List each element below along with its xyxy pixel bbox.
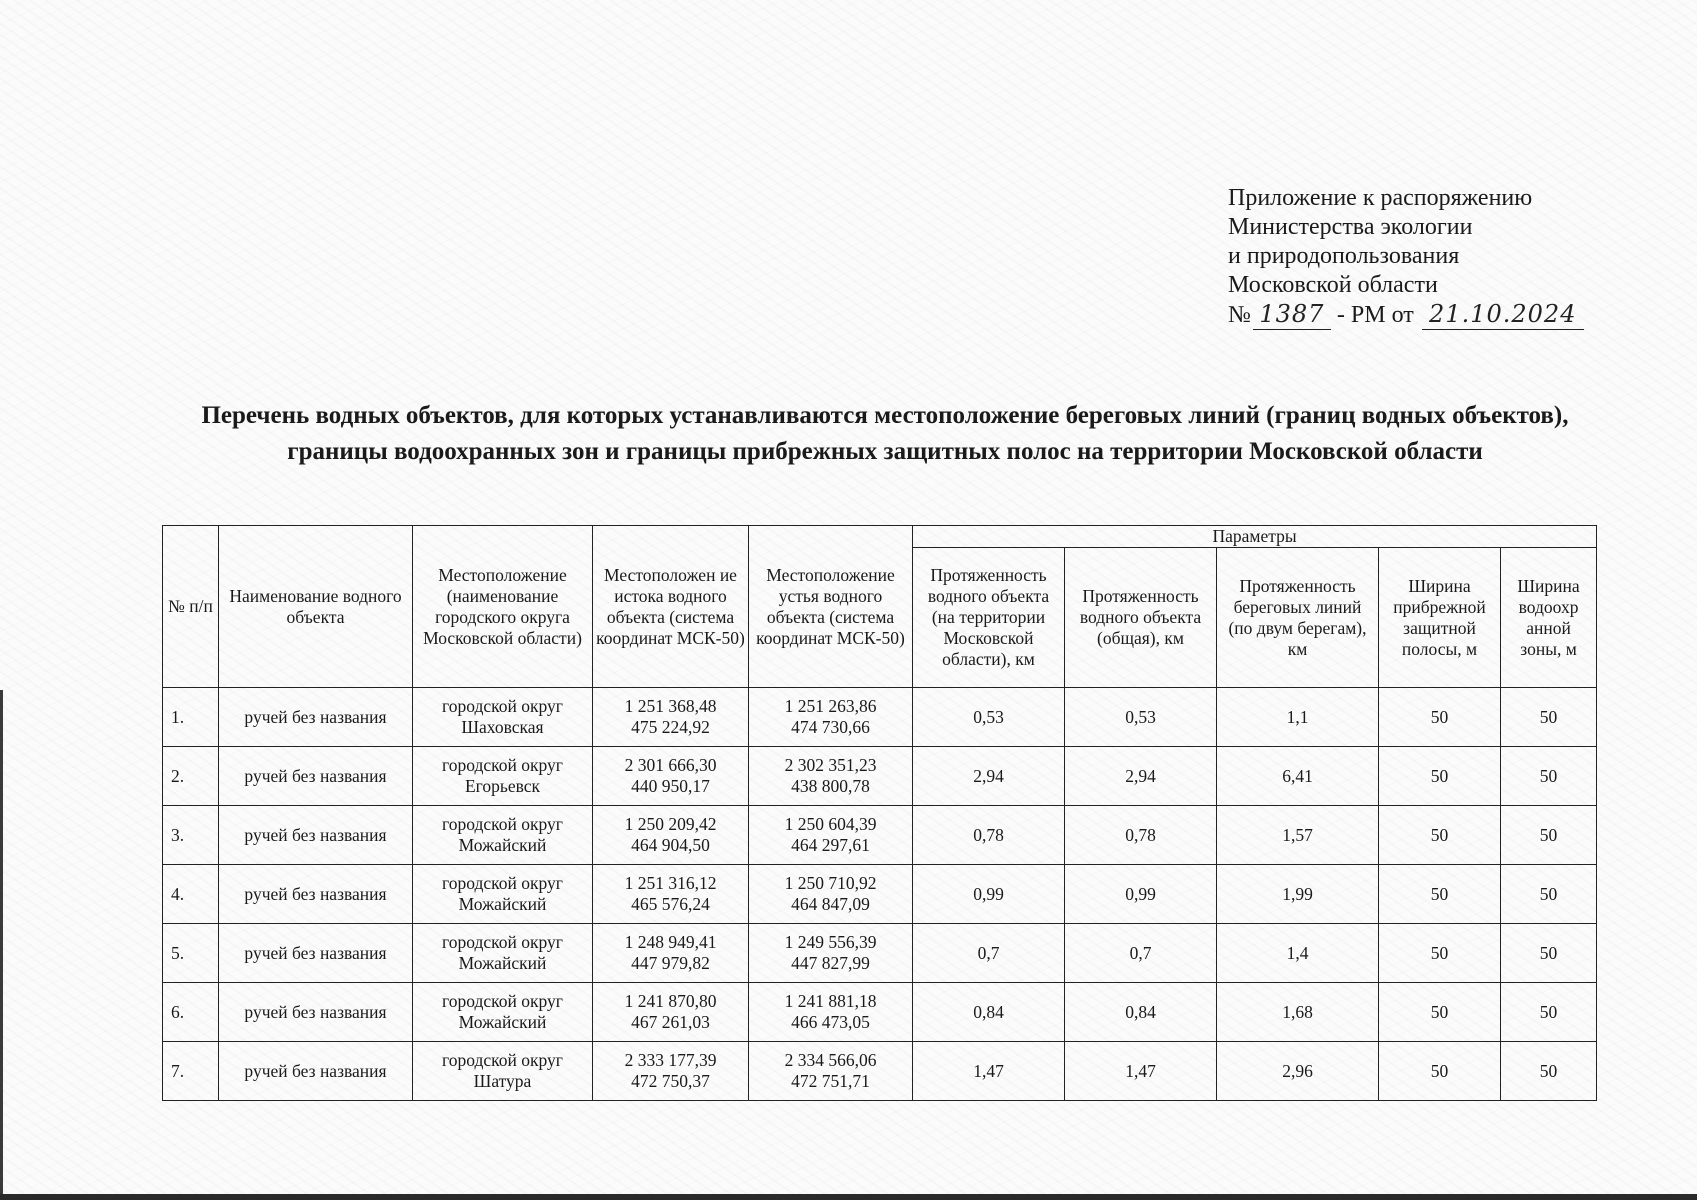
col-header-params-group: Параметры (913, 526, 1597, 548)
cell-water-zone: 50 (1501, 1042, 1597, 1101)
cell-source (593, 983, 749, 1042)
scan-edge-left (0, 690, 3, 1200)
cell-water-zone: 50 (1501, 688, 1597, 747)
cell-location (413, 924, 593, 983)
col-header-shoreline: Протяженность береговых линий (по двум берегам), км (1217, 548, 1379, 688)
cell-location (413, 747, 593, 806)
cell-shoreline: 1,1 (1217, 688, 1379, 747)
cell-shoreline: 2,96 (1217, 1042, 1379, 1101)
cell-name: ручей без названия (219, 924, 413, 983)
cell-shoreline: 6,41 (1217, 747, 1379, 806)
cell-location (413, 865, 593, 924)
cell-name: ручей без названия (219, 688, 413, 747)
cell-num: 7. (163, 1042, 219, 1101)
cell-length-total: 0,99 (1065, 865, 1217, 924)
cell-length-region: 1,47 (913, 1042, 1065, 1101)
location-line: городской округ (442, 755, 563, 775)
cell-coastal-strip: 50 (1379, 688, 1501, 747)
coord-y: 440 950,17 (631, 776, 710, 796)
coord-x: 1 249 556,39 (784, 932, 877, 952)
coord-x: 1 250 710,92 (784, 873, 877, 893)
location-line: городской округ (442, 873, 563, 893)
location-line: Шаховская (461, 717, 544, 737)
location-line: Можайский (458, 953, 547, 973)
coord-y: 438 800,78 (791, 776, 870, 796)
col-header-water-zone: Ширина водоохр анной зоны, м (1501, 548, 1597, 688)
cell-water-zone: 50 (1501, 747, 1597, 806)
col-header-length-total: Протяженность водного объекта (общая), км (1065, 548, 1217, 688)
coord-y: 447 827,99 (791, 953, 870, 973)
handwritten-order-number: 1387 (1253, 300, 1331, 330)
header-line: Московской области (1228, 272, 1438, 298)
cell-length-region: 0,99 (913, 865, 1065, 924)
coord-y: 465 576,24 (631, 894, 710, 914)
cell-mouth (749, 983, 913, 1042)
cell-num: 5. (163, 924, 219, 983)
coord-x: 2 301 666,30 (624, 755, 717, 775)
cell-num: 6. (163, 983, 219, 1042)
location-line: Шатура (473, 1071, 532, 1091)
cell-source (593, 924, 749, 983)
coord-x: 1 250 209,42 (624, 814, 717, 834)
coord-y: 466 473,05 (791, 1012, 870, 1032)
coord-x: 2 333 177,39 (624, 1050, 717, 1070)
cell-source (593, 806, 749, 865)
cell-mouth (749, 747, 913, 806)
col-header-source: Местоположен ие истока водного объекта (система координат МСК-50) (593, 526, 749, 688)
cell-coastal-strip: 50 (1379, 747, 1501, 806)
cell-length-total: 1,47 (1065, 1042, 1217, 1101)
table-row (163, 865, 1597, 924)
cell-mouth (749, 806, 913, 865)
location-line: Можайский (458, 894, 547, 914)
cell-water-zone: 50 (1501, 983, 1597, 1042)
cell-length-total: 0,7 (1065, 924, 1217, 983)
coord-y: 474 730,66 (791, 717, 870, 737)
coord-y: 464 904,50 (631, 835, 710, 855)
cell-mouth (749, 924, 913, 983)
coord-y: 464 847,09 (791, 894, 870, 914)
appendix-header (1228, 184, 1628, 330)
cell-name: ручей без названия (219, 1042, 413, 1101)
cell-length-total: 0,84 (1065, 983, 1217, 1042)
location-line: городской округ (442, 814, 563, 834)
coord-x: 2 302 351,23 (784, 755, 877, 775)
header-line: Министерства экологии (1228, 214, 1473, 240)
cell-source (593, 688, 749, 747)
cell-water-zone: 50 (1501, 924, 1597, 983)
coord-y: 447 979,82 (631, 953, 710, 973)
col-header-name: Наименование водного объекта (219, 526, 413, 688)
col-header-location: Местоположение (наименование городского округа Московской области) (413, 526, 593, 688)
cell-length-region: 0,53 (913, 688, 1065, 747)
cell-length-region: 2,94 (913, 747, 1065, 806)
cell-num: 1. (163, 688, 219, 747)
location-line: городской округ (442, 991, 563, 1011)
cell-shoreline: 1,99 (1217, 865, 1379, 924)
document-title: Перечень водных объектов, для которых устанавливаются местоположение береговых линий (границ водных объектов), границы водоохранных зон и границы прибрежных защитных полос на территории Московской области (201, 402, 1569, 465)
coord-y: 467 261,03 (631, 1012, 710, 1032)
cell-name: ручей без названия (219, 983, 413, 1042)
cell-source (593, 865, 749, 924)
coord-y: 472 750,37 (631, 1071, 710, 1091)
table-row (163, 688, 1597, 747)
table-row (163, 924, 1597, 983)
cell-name: ручей без названия (219, 865, 413, 924)
cell-coastal-strip: 50 (1379, 924, 1501, 983)
cell-length-total: 2,94 (1065, 747, 1217, 806)
cell-num: 2. (163, 747, 219, 806)
table-row (163, 747, 1597, 806)
coord-x: 1 241 881,18 (784, 991, 877, 1011)
order-number-line (1228, 300, 1628, 330)
location-line: Можайский (458, 835, 547, 855)
cell-length-total: 0,78 (1065, 806, 1217, 865)
coord-x: 2 334 566,06 (784, 1050, 877, 1070)
table-row (163, 1042, 1597, 1101)
coord-x: 1 251 263,86 (784, 696, 877, 716)
cell-water-zone: 50 (1501, 865, 1597, 924)
header-line: Приложение к распоряжению (1228, 185, 1533, 211)
col-header-length-region: Протяженность водного объекта (на территории Московской области), км (913, 548, 1065, 688)
cell-num: 3. (163, 806, 219, 865)
cell-length-region: 0,78 (913, 806, 1065, 865)
cell-source (593, 747, 749, 806)
coord-x: 1 251 316,12 (624, 873, 717, 893)
coord-y: 464 297,61 (791, 835, 870, 855)
cell-location (413, 983, 593, 1042)
col-header-coastal-strip: Ширина прибрежной защитной полосы, м (1379, 548, 1501, 688)
cell-mouth (749, 688, 913, 747)
coord-y: 475 224,92 (631, 717, 710, 737)
cell-water-zone: 50 (1501, 806, 1597, 865)
table-row (163, 983, 1597, 1042)
cell-length-region: 0,7 (913, 924, 1065, 983)
cell-length-region: 0,84 (913, 983, 1065, 1042)
handwritten-order-date: 21.10.2024 (1422, 300, 1584, 330)
coord-x: 1 248 949,41 (624, 932, 717, 952)
location-line: Можайский (458, 1012, 547, 1032)
cell-name: ручей без названия (219, 806, 413, 865)
location-line: городской округ (442, 932, 563, 952)
cell-name: ручей без названия (219, 747, 413, 806)
number-suffix: - РМ от (1336, 302, 1414, 328)
location-line: городской округ (442, 696, 563, 716)
cell-num: 4. (163, 865, 219, 924)
coord-x: 1 250 604,39 (784, 814, 877, 834)
cell-mouth (749, 865, 913, 924)
cell-length-total: 0,53 (1065, 688, 1217, 747)
col-header-mouth: Местоположение устья водного объекта (система координат МСК-50) (749, 526, 913, 688)
cell-coastal-strip: 50 (1379, 983, 1501, 1042)
coord-x: 1 241 870,80 (624, 991, 717, 1011)
cell-shoreline: 1,57 (1217, 806, 1379, 865)
header-line: и природопользования (1228, 243, 1460, 269)
number-prefix: № (1228, 302, 1251, 328)
cell-shoreline: 1,4 (1217, 924, 1379, 983)
cell-location (413, 1042, 593, 1101)
cell-coastal-strip: 50 (1379, 806, 1501, 865)
cell-mouth (749, 1042, 913, 1101)
cell-source (593, 1042, 749, 1101)
scan-edge-bottom (0, 1194, 1697, 1200)
coord-y: 472 751,71 (791, 1071, 870, 1091)
cell-coastal-strip: 50 (1379, 865, 1501, 924)
cell-location (413, 688, 593, 747)
coord-x: 1 251 368,48 (624, 696, 717, 716)
water-objects-table (162, 525, 1597, 1101)
location-line: городской округ (442, 1050, 563, 1070)
location-line: Егорьевск (464, 776, 541, 796)
cell-location (413, 806, 593, 865)
col-header-num: № п/п (163, 526, 219, 688)
table-row (163, 806, 1597, 865)
cell-coastal-strip: 50 (1379, 1042, 1501, 1101)
cell-shoreline: 1,68 (1217, 983, 1379, 1042)
